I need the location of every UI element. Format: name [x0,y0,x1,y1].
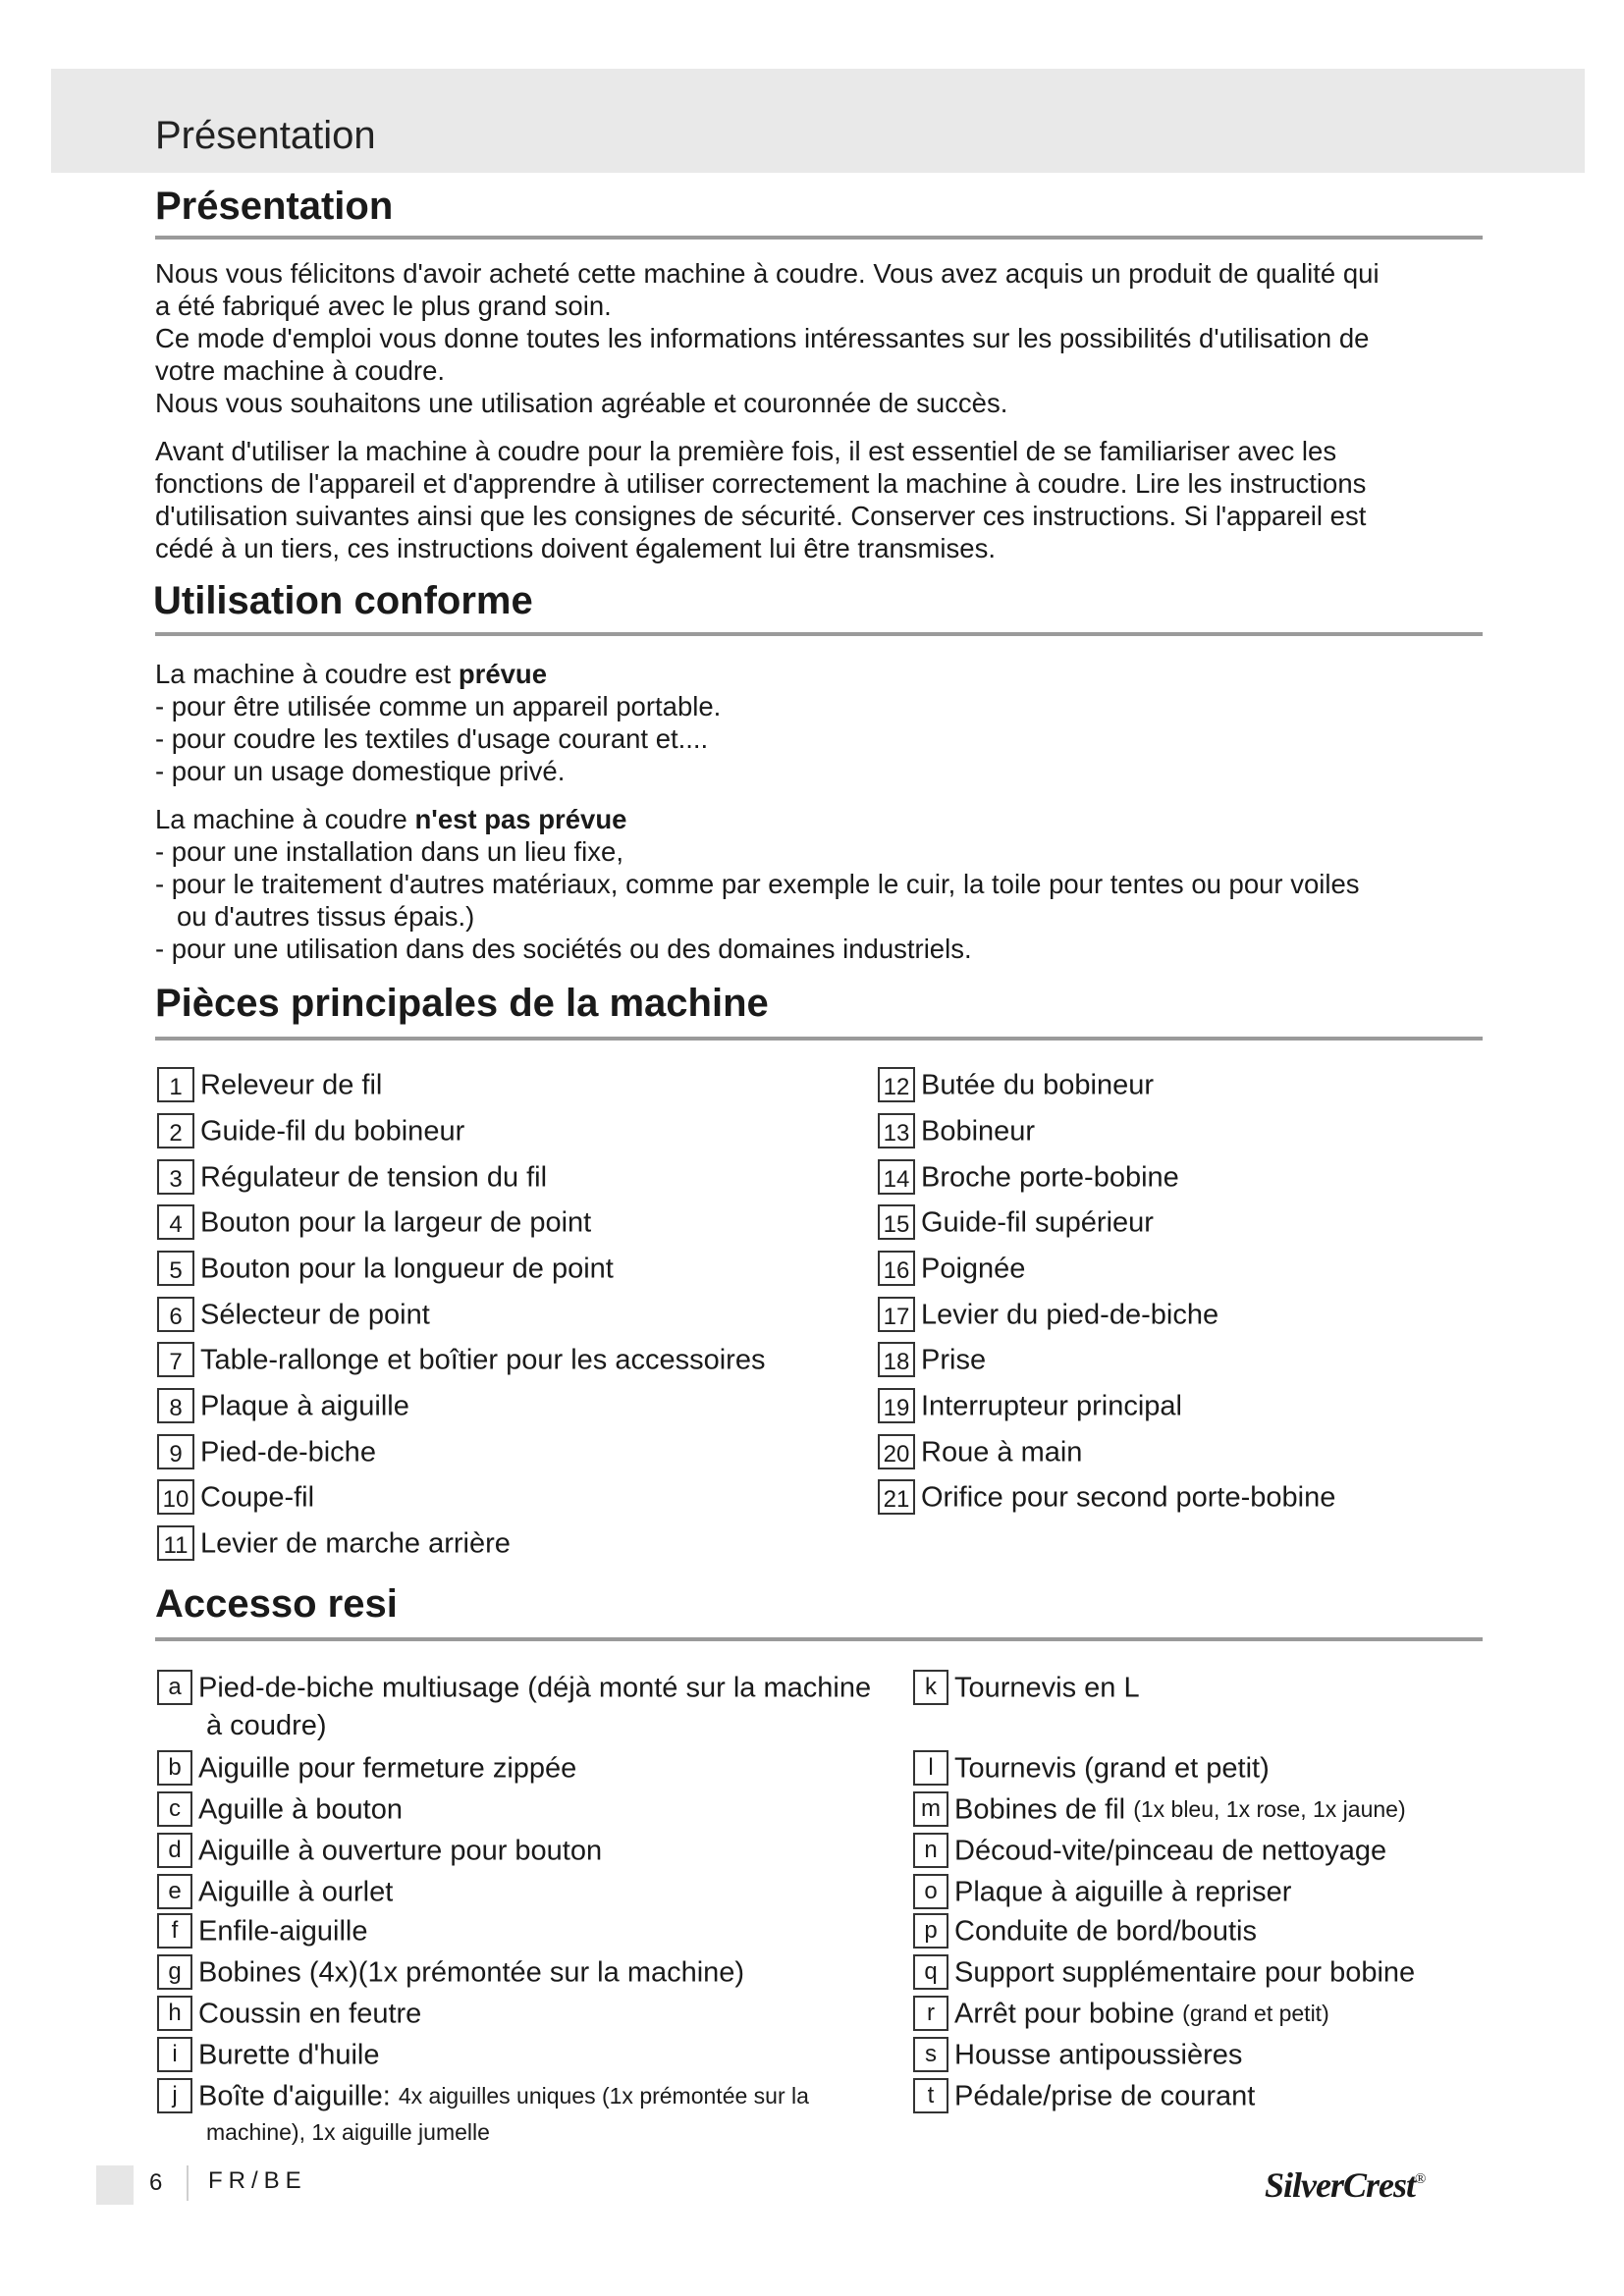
footer-marker [96,2165,134,2205]
part-item: 19 Interrupteur principal [878,1385,1182,1424]
text-line: Ce mode d'emploi vous donne toutes les informations intéressantes sur les possibilités d'utilisation de [155,323,1370,353]
part-item: 11 Levier de marche arrière [157,1522,511,1562]
text-line: Nous vous félicitons d'avoir acheté cette machine à coudre. Vous avez acquis un produit de qualité qui [155,258,1380,289]
part-item: 7 Table-rallonge et boîtier pour les accessoires [157,1339,765,1378]
part-item: 13 Bobineur [878,1110,1035,1149]
accessory-item: a Pied-de-biche multiusage (déjà monté sur la machine [157,1667,871,1707]
accessory-item: o Plaque à aiguille à repriser [913,1871,1291,1911]
brand-logo: SilverCrest® [1265,2165,1426,2205]
heading-parts: Pièces principales de la machine [155,982,769,1025]
text-line: a été fabriqué avec le plus grand soin. [155,291,612,321]
text-line: Nous vous souhaitons une utilisation agréable et couronnée de succès. [155,388,1008,418]
heading-presentation: Présentation [155,185,394,228]
text-line: Avant d'utiliser la machine à coudre pour la première fois, il est essentiel de se familiariser avec les [155,436,1337,466]
accessory-item-continuation: machine), 1x aiguille jumelle [206,2119,490,2145]
safety-paragraph [155,435,1490,564]
part-item: 18 Prise [878,1339,986,1378]
intended-use-list [155,658,1490,787]
part-item: 21 Orifice pour second porte-bobine [878,1476,1335,1516]
accessory-item: h Coussin en feutre [157,1993,421,2033]
part-item: 12 Butée du bobineur [878,1064,1154,1103]
accessory-item: q Support supplémentaire pour bobine [913,1951,1415,1992]
list-item: - pour une installation dans un lieu fixe, [155,836,623,867]
accessory-item: g Bobines (4x)(1x prémontée sur la machine) [157,1951,744,1992]
list-item: - pour une utilisation dans des sociétés ou des domaines industriels. [155,934,972,964]
intended-intro: La machine à coudre est prévue [155,659,547,689]
page-header-title: Présentation [155,114,376,157]
part-item: 16 Poignée [878,1248,1025,1287]
heading-usage: Utilisation conforme [153,579,533,622]
part-item: 15 Guide-fil supérieur [878,1201,1154,1241]
part-item: 5 Bouton pour la longueur de point [157,1248,614,1287]
text-line: cédé à un tiers, ces instructions doivent également lui être transmises. [155,533,996,563]
footer-separator [187,2165,189,2201]
list-item: - pour être utilisée comme un appareil portable. [155,691,722,721]
list-item: - pour le traitement d'autres matériaux, comme par exemple le cuir, la toile pour tentes ou pour voiles [155,869,1360,899]
accessory-item: e Aiguille à ourlet [157,1871,393,1911]
list-item: - pour coudre les textiles d'usage courant et.... [155,723,709,754]
divider [155,1037,1483,1041]
part-item: 6 Sélecteur de point [157,1294,430,1333]
accessory-item: s Housse antipoussières [913,2034,1242,2074]
accessory-item-continuation: à coudre) [206,1710,327,1741]
accessory-item: r Arrêt pour bobine (grand et petit) [913,1993,1329,2033]
text-line: d'utilisation suivantes ainsi que les consignes de sécurité. Conserver ces instructions. Si l'appareil est [155,501,1367,531]
accessory-item: j Boîte d'aiguille: 4x aiguilles uniques (1x prémontée sur la [157,2075,809,2115]
accessory-item: c Aguille à bouton [157,1789,403,1829]
text-line: fonctions de l'appareil et d'apprendre à utiliser correctement la machine à coudre. Lire les instructions [155,468,1367,499]
part-item: 17 Levier du pied-de-biche [878,1294,1218,1333]
divider [155,236,1483,240]
accessory-item: b Aiguille pour fermeture zippée [157,1747,576,1788]
part-item: 3 Régulateur de tension du fil [157,1156,547,1196]
text-line: votre machine à coudre. [155,355,446,386]
part-item: 2 Guide-fil du bobineur [157,1110,464,1149]
part-item: 14 Broche porte-bobine [878,1156,1179,1196]
part-item: 9 Pied-de-biche [157,1431,376,1470]
part-item: 20 Roue à main [878,1431,1082,1470]
part-item: 1 Releveur de fil [157,1064,382,1103]
accessory-item: f Enfile-aiguille [157,1910,368,1950]
part-item: 10 Coupe-fil [157,1476,314,1516]
accessory-item: i Burette d'huile [157,2034,380,2074]
accessory-item: l Tournevis (grand et petit) [913,1747,1270,1788]
accessory-item: n Découd-vite/pinceau de nettoyage [913,1830,1386,1870]
list-item: - pour un usage domestique privé. [155,756,566,786]
accessory-item: k Tournevis en L [913,1667,1140,1707]
heading-accessories: Accesso resi [155,1582,398,1626]
accessory-item: t Pédale/prise de courant [913,2075,1255,2115]
locale-code: FR/BE [208,2167,307,2194]
page-number: 6 [149,2169,163,2196]
not-intended-use-list [155,803,1490,965]
divider [155,1637,1483,1641]
divider [155,632,1483,636]
not-intended-intro: La machine à coudre n'est pas prévue [155,804,627,834]
intro-paragraph [155,257,1490,419]
accessory-item: d Aiguille à ouverture pour bouton [157,1830,602,1870]
accessory-item: p Conduite de bord/boutis [913,1910,1257,1950]
list-item: ou d'autres tissus épais.) [177,901,475,932]
part-item: 4 Bouton pour la largeur de point [157,1201,591,1241]
accessory-item: m Bobines de fil (1x bleu, 1x rose, 1x jaune) [913,1789,1406,1829]
part-item: 8 Plaque à aiguille [157,1385,409,1424]
